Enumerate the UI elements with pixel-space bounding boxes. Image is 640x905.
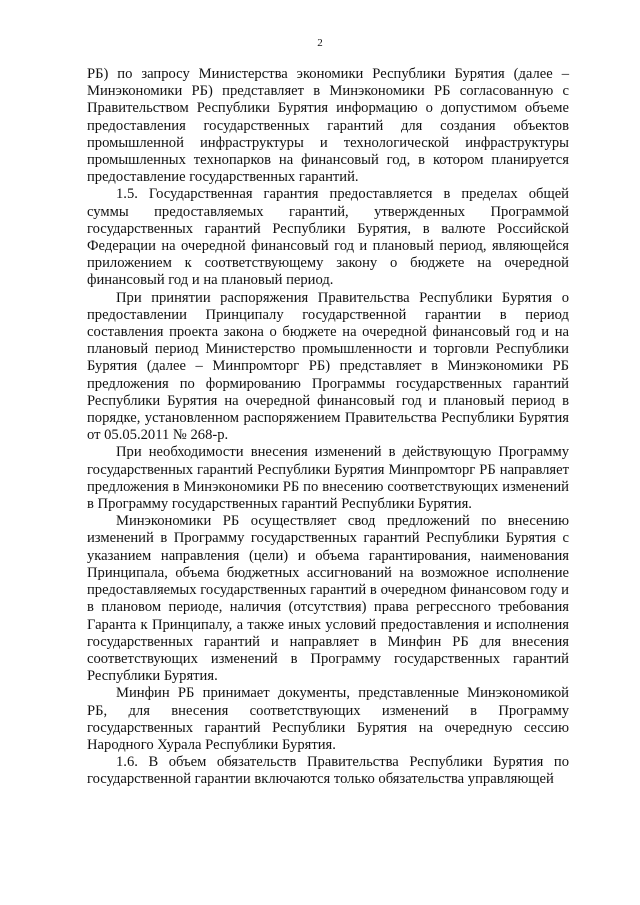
paragraph-minekonomiki-summary: Минэкономики РБ осуществляет свод предложений по внесению изменений в Программу государственных гарантий Республики Бурятия с указанием направления (цели) и объема гарантирования, наименования Принципала, объема бюджетных ассигнований на возможное исполнение предоставляемых государственных гарантий в очередном финансовом году и в плановом периоде, наличия (отсутствия) права регрессного требования Гаранта к Принципалу, а также иных условий предоставления и исполнения государственных гарантий и направляет в Минфин РБ для внесения соответствующих изменений в Программу государственных гарантий Республики Бурятия.	[87, 513, 569, 685]
paragraph-minfin-documents: Минфин РБ принимает документы, представленные Минэкономикой РБ, для внесения соответствующих изменений в Программу государственных гарантий Республики Бурятия на очередную сессию Народного Хурала Республики Бурятия.	[87, 685, 569, 753]
paragraph-1-5: 1.5. Государственная гарантия предоставляется в пределах общей суммы предоставляемых гарантий, утвержденных Программой государственных гарантий Республики Бурятия, в валюте Российской Федерации на очередной финансовый год и плановый период, являющейся приложением к соответствующему закону о бюджете на очередной финансовый год и на плановый период.	[87, 186, 569, 289]
page-number: 2	[317, 37, 323, 49]
paragraph-continuation: РБ) по запросу Министерства экономики Республики Бурятия (далее – Минэкономики РБ) представляет в Минэкономики РБ согласованную с Правительством Республики Бурятия информацию о допустимом объеме предоставления государственных гарантий для создания объектов промышленной инфраструктуры и технологической инфраструктуры промышленных технопарков на финансовый год, в котором планируется предоставление государственных гарантий.	[87, 66, 569, 186]
paragraph-minpromtorg-proposals: При принятии распоряжения Правительства Республики Бурятия о предоставлении Принципалу государственной гарантии в период составления проекта закона о бюджете на очередной финансовый год и на плановый период Министерство промышленности и торговли Республики Бурятия (далее – Минпромторг РБ) представляет в Минэкономики РБ предложения по формированию Программы государственных гарантий Республики Бурятия на очередной финансовый год и плановый период в порядке, установленном распоряжением Правительства Республики Бурятия от 05.05.2011 № 268-р.	[87, 289, 569, 444]
paragraph-program-changes: При необходимости внесения изменений в действующую Программу государственных гарантий Республики Бурятия Минпромторг РБ направляет предложения в Минэкономики РБ по внесению соответствующих изменений в Программу государственных гарантий Республики Бурятия.	[87, 444, 569, 513]
document-body	[87, 66, 569, 789]
paragraph-1-6: 1.6. В объем обязательств Правительства Республики Бурятия по государственной гарантии включаются только обязательства управляющей	[87, 754, 569, 788]
